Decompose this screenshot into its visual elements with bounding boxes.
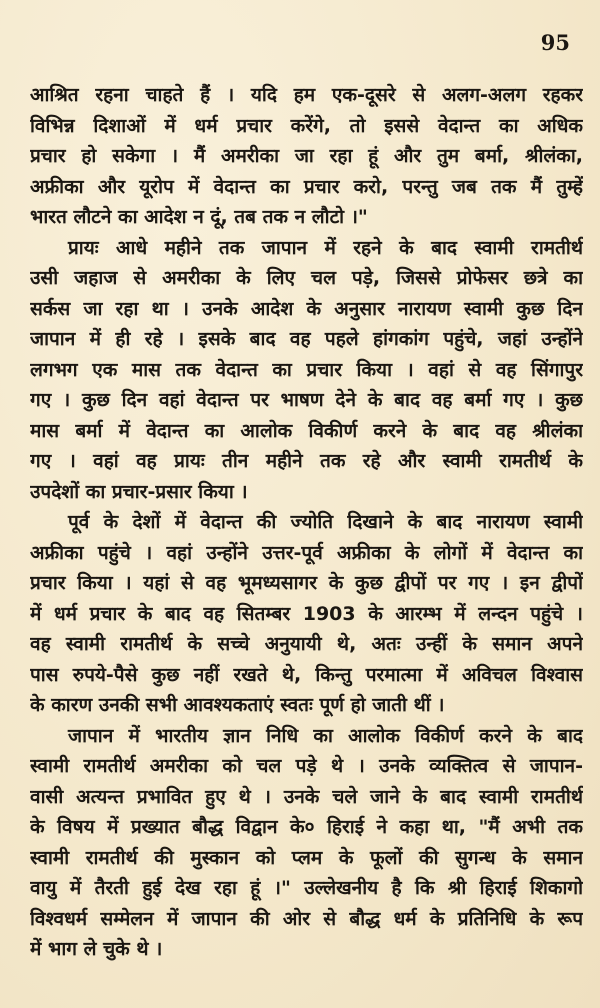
text-line: प्रायः आधे महीने तक जापान में रहने के बाद स्वामी रामतीर्थ (68, 236, 583, 259)
text-line: स्वामी रामतीर्थ की मुस्कान को प्लम के फूलों की सुगन्ध के समान (30, 846, 583, 869)
text-line: गए । कुछ दिन वहां वेदान्त पर भाषण देने के बाद वह बर्मा गए । कुछ (30, 389, 583, 411)
text-line: भारत लौटने का आदेश न दूं, तब तक न लौटो ।" (30, 206, 368, 228)
text-line: जापान में ही रहे । इसके बाद वह पहले हांगकांग पहुंचे, जहां उन्होंने (30, 328, 583, 350)
text-line: वासी अत्यन्त प्रभावित हुए थे । उनके चले जाने के बाद स्वामी रामतीर्थ (30, 785, 583, 808)
text-line: पास रुपये-पैसे कुछ नहीं रखते थे, किन्तु परमात्मा में अविचल विश्वास (30, 663, 583, 686)
text-line: विश्वधर्म सम्मेलन में जापान की ओर से बौद्ध धर्म के प्रतिनिधि के रूप (30, 907, 583, 930)
text-line: स्वामी रामतीर्थ अमरीका को चल पड़े थे । उनके व्यक्तित्व से जापान- (30, 755, 583, 777)
text-line: में धर्म प्रचार के बाद वह सितम्बर 1903 के आरम्भ में लन्दन पहुंचे । (30, 602, 583, 625)
text-line: पूर्व के देशों में वेदान्त की ज्योति दिखाने के बाद नारायण स्वामी (68, 511, 583, 533)
text-line: में भाग ले चुके थे । (30, 938, 163, 960)
paragraph-4 (30, 721, 583, 965)
text-line: के कारण उनकी सभी आवश्यकताएं स्वतः पूर्ण हो जाती थीं । (30, 694, 445, 716)
text-line: अफ्रीका पहुंचे । वहां उन्होंने उत्तर-पूर्व अफ्रीका के लोगों में वेदान्त का (30, 541, 583, 564)
page-number: 95 (540, 30, 570, 55)
text-line: सर्कस जा रहा था । उनके आदेश के अनुसार नारायण स्वामी कुछ दिन (30, 297, 583, 320)
paragraph-1 (30, 80, 583, 233)
text-line: अफ्रीका और यूरोप में वेदान्त का प्रचार करो, परन्तु जब तक मैं तुम्हें (30, 175, 583, 198)
text-line: के विषय में प्रख्यात बौद्ध विद्वान के० हिराई ने कहा था, "मैं अभी तक (30, 816, 583, 838)
text-line: लगभग एक मास तक वेदान्त का प्रचार किया । वहां से वह सिंगापुर (30, 358, 583, 381)
text-line: आश्रित रहना चाहते हैं । यदि हम एक-दूसरे से अलग-अलग रहकर (30, 84, 583, 106)
body-text (30, 80, 583, 965)
text-line: प्रचार किया । यहां से वह भूमध्यसागर के कुछ द्वीपों पर गए । इन द्वीपों (30, 572, 583, 594)
text-line: उसी जहाज से अमरीका के लिए चल पड़े, जिससे प्रोफेसर छत्रे का (30, 267, 583, 289)
text-line: मास बर्मा में वेदान्त का आलोक विकीर्ण करने के बाद वह श्रीलंका (30, 419, 583, 442)
paragraph-3 (30, 507, 583, 721)
text-line: जापान में भारतीय ज्ञान निधि का आलोक विकीर्ण करने के बाद (68, 724, 583, 747)
text-line: प्रचार हो सकेगा । मैं अमरीका जा रहा हूं और तुम बर्मा, श्रीलंका, (30, 145, 583, 167)
text-line: उपदेशों का प्रचार-प्रसार किया । (30, 480, 248, 503)
text-line: वह स्वामी रामतीर्थ के सच्चे अनुयायी थे, अतः उन्हीं के समान अपने (30, 633, 583, 655)
text-line: वायु में तैरती हुई देख रहा हूं ।" उल्लेखनीय है कि श्री हिराई शिकागो (30, 877, 583, 899)
paragraph-2 (30, 233, 583, 508)
text-line: विभिन्न दिशाओं में धर्म प्रचार करेंगे, तो इससे वेदान्त का अधिक (30, 114, 583, 137)
text-line: गए । वहां वह प्रायः तीन महीने तक रहे और स्वामी रामतीर्थ के (30, 450, 583, 472)
